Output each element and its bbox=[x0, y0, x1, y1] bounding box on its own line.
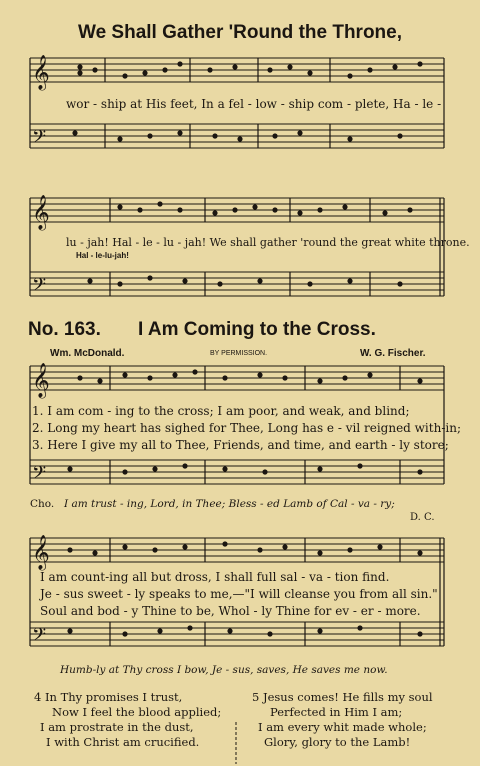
stanza-5-line: Glory, glory to the Lamb! bbox=[264, 735, 411, 749]
verse-2-line-1: 2. Long my heart has sighed for Thee, Long has e - vil reigned with-in; bbox=[32, 421, 461, 435]
stanza-5-line: 5 Jesus comes! He fills my soul bbox=[252, 690, 433, 704]
staff-2-bass bbox=[30, 272, 444, 296]
lyrics-line-1: wor - ship at His feet, In a fel - low - ship com - plete, Ha - le - bbox=[66, 97, 442, 111]
dc-marking: D. C. bbox=[410, 512, 435, 523]
svg-text:𝄞: 𝄞 bbox=[32, 535, 50, 570]
svg-text:𝄞: 𝄞 bbox=[32, 195, 50, 230]
verse-1-line-2: I am count-ing all but dross, I shall full sal - va - tion find. bbox=[40, 570, 390, 584]
staff-3-treble bbox=[30, 366, 444, 390]
hymn-title: I Am Coming to the Cross. bbox=[138, 319, 376, 340]
svg-text:𝄢: 𝄢 bbox=[32, 625, 47, 650]
verse-3-line-1: 3. Here I give my all to Thee, Friends, and time, and earth - ly store; bbox=[32, 438, 449, 452]
verse-2-line-2: Je - sus sweet - ly speaks to me,—"I will cleanse you from all sin." bbox=[40, 587, 438, 601]
stanza-5-line: Perfected in Him I am; bbox=[270, 705, 403, 719]
composer: W. G. Fischer. bbox=[360, 348, 426, 359]
permission-note: BY PERMISSION. bbox=[210, 350, 268, 357]
chorus-line-2: Humb-ly at Thy cross I bow, Je - sus, saves, He saves me now. bbox=[60, 664, 388, 676]
staff-4-bass bbox=[30, 622, 444, 646]
stanza-5-line: I am every whit made whole; bbox=[258, 720, 427, 734]
hymn-number: No. 163. bbox=[28, 319, 101, 340]
svg-text:𝄢: 𝄢 bbox=[32, 463, 47, 488]
response-label: Hal - le-lu-jah! bbox=[76, 251, 129, 260]
staff-1-bass bbox=[30, 124, 444, 148]
staff-3-bass bbox=[30, 460, 444, 484]
stanza-4 bbox=[34, 690, 221, 750]
author: Wm. McDonald. bbox=[50, 348, 125, 359]
chorus-label: Cho. bbox=[30, 498, 55, 510]
svg-text:𝄢: 𝄢 bbox=[32, 127, 47, 152]
chorus-line-1: I am trust - ing, Lord, in Thee; Bless - ed Lamb of Cal - va - ry; bbox=[64, 498, 395, 510]
stanza-4-line: Now I feel the blood applied; bbox=[52, 705, 222, 719]
svg-text:𝄢: 𝄢 bbox=[32, 275, 47, 300]
stanza-4-line: I am prostrate in the dust, bbox=[40, 720, 194, 734]
stanza-5 bbox=[252, 690, 433, 750]
verse-1-line-1: 1. I am com - ing to the cross; I am poor, and weak, and blind; bbox=[32, 404, 410, 418]
stanza-4-line: I with Christ am crucified. bbox=[46, 735, 200, 749]
svg-text:𝄞: 𝄞 bbox=[32, 55, 50, 90]
verse-3-line-2: Soul and bod - y Thine to be, Whol - ly Thine for ev - er - more. bbox=[40, 604, 421, 618]
staff-1-treble bbox=[30, 58, 444, 82]
stanza-4-line: 4 In Thy promises I trust, bbox=[34, 690, 183, 704]
staff-4-treble bbox=[30, 538, 444, 562]
hymn-title-top: We Shall Gather 'Round the Throne, bbox=[77, 22, 403, 43]
clefs bbox=[32, 55, 50, 650]
svg-text:𝄞: 𝄞 bbox=[32, 363, 50, 398]
lyrics-line-2: lu - jah! Hal - le - lu - jah! We shall gather 'round the great white throne. bbox=[66, 236, 470, 249]
